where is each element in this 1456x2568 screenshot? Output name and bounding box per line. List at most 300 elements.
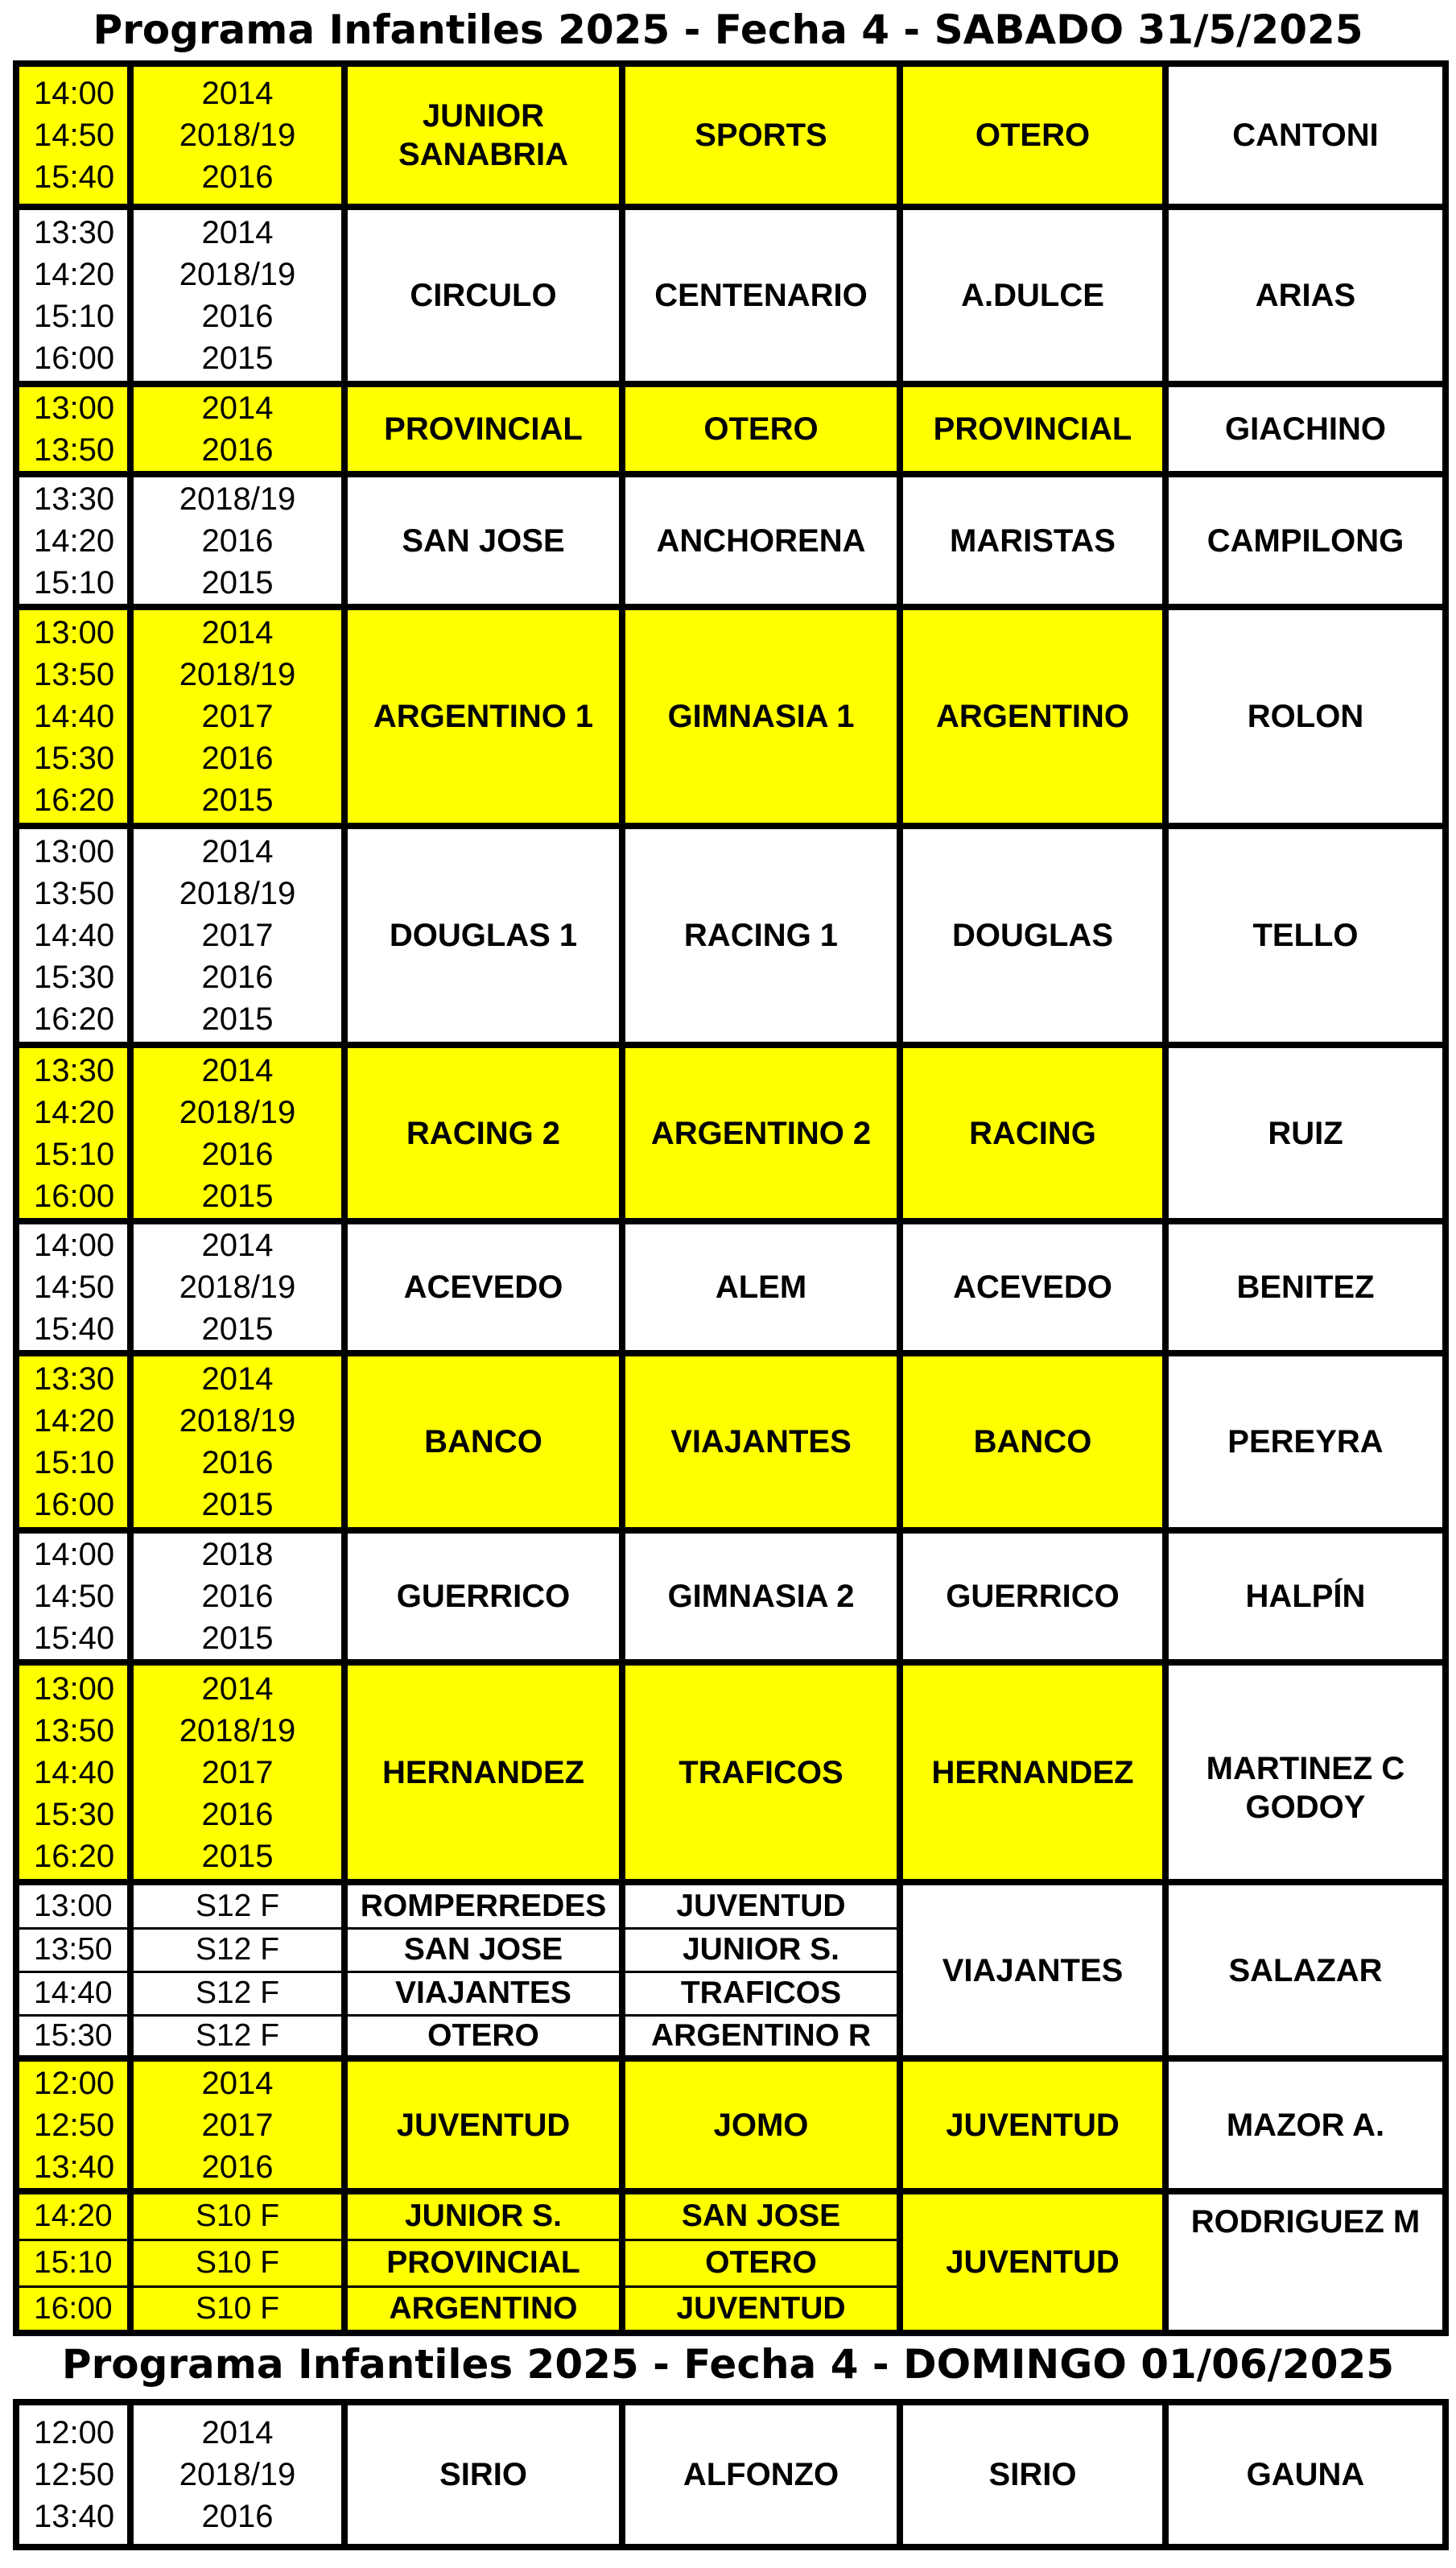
time-cell — [16, 1045, 130, 1221]
venue-cell — [900, 2402, 1165, 2547]
home-team-cell — [344, 2058, 622, 2191]
match-time: 14:50 — [34, 1270, 115, 1305]
match-time: 16:00 — [34, 1178, 115, 1214]
referee: ARIAS — [1255, 278, 1356, 313]
match-category: 2018/19 — [179, 1712, 296, 1748]
match-category: 2015 — [201, 1838, 274, 1874]
match-time: 14:20 — [34, 1094, 115, 1130]
time-cell — [16, 2058, 130, 2191]
time-list — [19, 612, 127, 821]
time-cell — [16, 2240, 130, 2286]
referee-cell — [1165, 1353, 1446, 1530]
away-team-cell — [622, 64, 900, 207]
away-team-cell — [622, 1971, 900, 2015]
time-cell — [16, 1662, 130, 1882]
table-row — [16, 826, 1446, 1045]
match-category: S12 F — [195, 1976, 280, 2010]
away-team: ANCHORENA — [656, 522, 866, 559]
away-team-cell — [622, 1882, 900, 1928]
match-category: 2016 — [201, 299, 274, 334]
away-team: CENTENARIO — [654, 278, 868, 313]
match-category: 2014 — [201, 1052, 274, 1088]
venue: OTERO — [975, 118, 1091, 153]
match-time: 16:00 — [34, 1487, 115, 1522]
home-team: ACEVEDO — [403, 1270, 563, 1305]
time-list — [19, 831, 127, 1040]
venue-cell — [900, 384, 1165, 474]
category-list — [134, 72, 341, 198]
match-time: 15:30 — [34, 960, 115, 995]
match-time: 13:00 — [34, 1888, 113, 1923]
table-row — [16, 607, 1446, 826]
venue-cell — [900, 1662, 1165, 1882]
match-time: 14:20 — [34, 522, 115, 559]
match-category: 2015 — [201, 1487, 274, 1522]
match-category: 2014 — [201, 76, 274, 111]
away-team-cell — [622, 2015, 900, 2058]
match-category: 2016 — [201, 2149, 274, 2185]
away-team: SAN JOSE — [681, 2198, 841, 2234]
match-category: 2016 — [201, 1579, 274, 1614]
away-team-cell — [622, 826, 900, 1045]
match-time: 16:20 — [34, 1838, 115, 1874]
referee: BENITEZ — [1236, 1270, 1375, 1305]
match-time: 13:30 — [34, 215, 115, 250]
away-team: TRAFICOS — [679, 1754, 843, 1790]
match-category: 2016 — [201, 159, 274, 195]
match-time: 15:10 — [34, 1445, 115, 1480]
away-team-cell — [622, 2191, 900, 2240]
away-team-cell — [622, 607, 900, 826]
away-team: ARGENTINO 2 — [650, 1115, 872, 1151]
match-category: 2015 — [201, 1178, 274, 1214]
home-team-cell — [344, 474, 622, 607]
away-team-cell — [622, 2286, 900, 2333]
match-time: 15:10 — [34, 564, 115, 601]
away-team: SPORTS — [695, 118, 827, 153]
match-category: 2016 — [201, 432, 274, 468]
venue-cell — [900, 207, 1165, 384]
home-team: BANCO — [424, 1424, 542, 1459]
match-time: 16:00 — [34, 2290, 113, 2326]
match-category: 2017 — [201, 918, 274, 953]
match-time: 15:10 — [34, 299, 115, 334]
category-list — [134, 478, 341, 604]
referee: RUIZ — [1268, 1115, 1343, 1151]
referee-cell — [1165, 607, 1446, 826]
schedule-table-sunday — [13, 2399, 1449, 2550]
home-team: ARGENTINO — [389, 2290, 578, 2326]
match-time: 13:50 — [34, 657, 115, 692]
match-category: 2014 — [201, 834, 274, 869]
venue: JUVENTUD — [946, 2244, 1120, 2280]
away-team: RACING 1 — [683, 918, 839, 953]
away-team-cell — [622, 384, 900, 474]
time-cell — [16, 2191, 130, 2240]
match-category: S10 F — [195, 2245, 280, 2280]
away-team-cell — [622, 1662, 900, 1882]
home-team-cell — [344, 1971, 622, 2015]
table-row — [16, 2402, 1446, 2547]
match-time: 14:20 — [34, 2198, 113, 2234]
category-cell — [130, 1662, 344, 1882]
time-cell — [16, 1353, 130, 1530]
category-cell — [130, 2240, 344, 2286]
referee-cell — [1165, 2402, 1446, 2547]
match-category: 2016 — [201, 960, 274, 995]
away-team: OTERO — [705, 2245, 817, 2280]
away-team-cell — [622, 474, 900, 607]
match-time: 12:50 — [34, 2457, 115, 2492]
match-category: 2018/19 — [179, 1094, 296, 1130]
match-category: 2018/19 — [179, 481, 296, 517]
match-time: 14:20 — [34, 257, 115, 292]
away-team: JUVENTUD — [676, 2290, 846, 2326]
match-category: 2017 — [201, 699, 274, 734]
away-team: VIAJANTES — [670, 1424, 852, 1459]
match-time: 13:50 — [34, 432, 115, 468]
referee-cell — [1165, 474, 1446, 607]
category-cell — [130, 384, 344, 474]
category-cell — [130, 1221, 344, 1353]
match-category: 2014 — [201, 390, 274, 426]
match-category: 2016 — [201, 1136, 274, 1172]
match-time: 13:50 — [34, 876, 115, 911]
referee: CANTONI — [1232, 118, 1379, 153]
referee: CAMPILONG — [1206, 522, 1404, 559]
venue-cell — [900, 1353, 1165, 1530]
home-team-cell — [344, 2015, 622, 2058]
match-category: 2016 — [201, 522, 274, 559]
home-team-cell — [344, 64, 622, 207]
match-time: 15:40 — [34, 159, 115, 195]
category-cell — [130, 2191, 344, 2240]
home-team-cell — [344, 826, 622, 1045]
category-cell — [130, 474, 344, 607]
category-list — [134, 387, 341, 471]
category-cell — [130, 2286, 344, 2333]
match-time: 14:20 — [34, 1403, 115, 1439]
time-list — [19, 1534, 127, 1659]
time-list — [19, 387, 127, 471]
match-time: 15:10 — [34, 1136, 115, 1172]
time-cell — [16, 607, 130, 826]
match-category: 2016 — [201, 741, 274, 776]
match-category: 2018/19 — [179, 657, 296, 692]
home-team-cell — [344, 2286, 622, 2333]
table-row — [16, 207, 1446, 384]
match-time: 16:00 — [34, 341, 115, 376]
category-cell — [130, 826, 344, 1045]
category-cell — [130, 1971, 344, 2015]
page-title-sunday: Programa Infantiles 2025 - Fecha 4 - DOMINGO 01/06/2025 — [61, 2341, 1395, 2388]
home-team: JUNIOR S. — [404, 2198, 563, 2234]
venue-cell — [900, 1045, 1165, 1221]
category-list — [134, 1668, 341, 1877]
home-team-cell — [344, 1928, 622, 1971]
match-category: 2014 — [201, 215, 274, 250]
time-cell — [16, 1928, 130, 1971]
home-team: CIRCULO — [410, 278, 557, 313]
category-cell — [130, 1045, 344, 1221]
match-time: 14:00 — [34, 76, 115, 111]
venue-cell — [900, 2191, 1165, 2333]
venue: ACEVEDO — [953, 1270, 1112, 1305]
venue: HERNANDEZ — [931, 1754, 1134, 1790]
home-team: SAN JOSE — [403, 1932, 563, 1967]
match-time: 14:40 — [34, 918, 115, 953]
match-category: 2015 — [201, 341, 274, 376]
home-team: OTERO — [427, 2017, 539, 2053]
away-team-cell — [622, 1221, 900, 1353]
home-team: PROVINCIAL — [386, 2245, 580, 2280]
time-list — [19, 72, 127, 198]
match-time: 13:00 — [34, 615, 115, 650]
venue: GUERRICO — [946, 1579, 1120, 1614]
match-time: 13:50 — [34, 1932, 113, 1967]
match-category: 2014 — [201, 2065, 274, 2101]
table-row — [16, 1353, 1446, 1530]
venue-cell — [900, 474, 1165, 607]
category-cell — [130, 2402, 344, 2547]
home-team: HERNANDEZ — [382, 1754, 585, 1790]
home-team-cell — [344, 607, 622, 826]
referee: ROLON — [1247, 699, 1364, 734]
referee-cell — [1165, 1045, 1446, 1221]
time-cell — [16, 474, 130, 607]
table-row — [16, 1662, 1446, 1882]
home-team-cell — [344, 2240, 622, 2286]
referee-cell — [1165, 2058, 1446, 2191]
away-team-cell — [622, 1928, 900, 1971]
match-time: 14:00 — [34, 1537, 115, 1572]
referee: GIACHINO — [1225, 411, 1386, 447]
referee: GAUNA — [1246, 2457, 1365, 2492]
match-category: 2016 — [201, 2499, 274, 2534]
category-cell — [130, 2058, 344, 2191]
referee-cell — [1165, 1530, 1446, 1662]
match-time: 13:00 — [34, 834, 115, 869]
referee: MARTINEZ C — [1206, 1750, 1405, 1786]
match-time: 13:00 — [34, 1670, 115, 1707]
time-list — [19, 1358, 127, 1526]
away-team: GIMNASIA 2 — [667, 1579, 855, 1614]
match-time: 13:00 — [34, 390, 115, 426]
match-category: 2015 — [201, 782, 274, 818]
match-category: S10 F — [195, 2198, 280, 2234]
home-team-cell — [344, 2191, 622, 2240]
away-team-cell — [622, 2402, 900, 2547]
time-cell — [16, 1882, 130, 1928]
category-cell — [130, 1882, 344, 1928]
match-category: 2014 — [201, 1670, 274, 1707]
venue-cell — [900, 1221, 1165, 1353]
home-team-cell — [344, 1221, 622, 1353]
match-category: 2015 — [201, 564, 274, 601]
home-team: ROMPERREDES — [360, 1888, 607, 1923]
venue-cell — [900, 2058, 1165, 2191]
table-row — [16, 1882, 1446, 1928]
time-list — [19, 478, 127, 604]
category-cell — [130, 1928, 344, 1971]
referee: MAZOR A. — [1226, 2107, 1385, 2143]
match-category: 2015 — [201, 1001, 274, 1037]
category-list — [134, 1358, 341, 1526]
venue: BANCO — [973, 1424, 1092, 1459]
referee-cell — [1165, 384, 1446, 474]
time-cell — [16, 1971, 130, 2015]
table-row — [16, 474, 1446, 607]
home-team-cell — [344, 207, 622, 384]
time-list — [19, 2412, 127, 2537]
table-row — [16, 1221, 1446, 1353]
match-category: 2018/19 — [179, 1270, 296, 1305]
category-cell — [130, 64, 344, 207]
match-category: 2018/19 — [179, 876, 296, 911]
match-time: 15:30 — [34, 741, 115, 776]
home-team-cell — [344, 2402, 622, 2547]
away-team: ALFONZO — [683, 2457, 839, 2492]
time-cell — [16, 64, 130, 207]
venue-cell — [900, 607, 1165, 826]
category-list — [134, 2412, 341, 2537]
venue: ARGENTINO — [936, 699, 1129, 734]
match-time: 15:30 — [34, 2017, 113, 2053]
away-team: GIMNASIA 1 — [667, 699, 855, 734]
match-category: S12 F — [195, 1888, 280, 1923]
away-team-cell — [622, 207, 900, 384]
category-list — [134, 2062, 341, 2188]
referee-cell — [1165, 1221, 1446, 1353]
time-list — [19, 212, 127, 379]
home-team: VIAJANTES — [395, 1976, 571, 2010]
match-category: 2014 — [201, 1228, 274, 1263]
match-time: 16:20 — [34, 1001, 115, 1037]
time-cell — [16, 826, 130, 1045]
home-team: GUERRICO — [396, 1579, 571, 1614]
time-list — [19, 2062, 127, 2188]
match-category: 2018/19 — [179, 2457, 296, 2492]
match-time: 14:40 — [34, 699, 115, 734]
category-cell — [130, 1353, 344, 1530]
category-list — [134, 1050, 341, 1217]
match-category: 2018/19 — [179, 257, 296, 292]
match-time: 14:40 — [34, 1976, 113, 2010]
referee-cell — [1165, 826, 1446, 1045]
match-time: 15:40 — [34, 1620, 115, 1656]
venue: DOUGLAS — [952, 918, 1113, 953]
match-time: 14:50 — [34, 118, 115, 153]
home-team-cell — [344, 1353, 622, 1530]
time-cell — [16, 2015, 130, 2058]
time-cell — [16, 207, 130, 384]
category-list — [134, 612, 341, 821]
home-team-cell — [344, 1530, 622, 1662]
match-category: 2018/19 — [179, 118, 296, 153]
home-team: ARGENTINO 1 — [373, 699, 594, 734]
category-list — [134, 831, 341, 1040]
match-time: 15:40 — [34, 1311, 115, 1347]
match-category: 2015 — [201, 1311, 274, 1347]
away-team-cell — [622, 2240, 900, 2286]
schedule-table-saturday — [13, 60, 1449, 2336]
table-row — [16, 384, 1446, 474]
venue: MARISTAS — [950, 522, 1116, 559]
table-row — [16, 1530, 1446, 1662]
match-category: 2018 — [201, 1537, 274, 1572]
away-team-cell — [622, 1045, 900, 1221]
home-team: SAN JOSE — [402, 522, 565, 559]
venue-cell — [900, 826, 1165, 1045]
venue-cell — [900, 1882, 1165, 2058]
venue: RACING — [969, 1115, 1096, 1151]
away-team: JUNIOR S. — [682, 1932, 840, 1967]
match-category: 2017 — [201, 2107, 274, 2143]
match-time: 13:40 — [34, 2499, 115, 2534]
match-category: S12 F — [195, 1932, 280, 1967]
home-team-cell — [344, 1662, 622, 1882]
away-team: ALEM — [715, 1270, 807, 1305]
match-time: 13:40 — [34, 2149, 115, 2185]
category-cell — [130, 607, 344, 826]
category-list — [134, 1534, 341, 1659]
referee-cell — [1165, 207, 1446, 384]
away-team-cell — [622, 1353, 900, 1530]
away-team-cell — [622, 1530, 900, 1662]
time-list — [19, 1224, 127, 1350]
match-time: 14:40 — [34, 1754, 115, 1790]
venue: VIAJANTES — [942, 1952, 1124, 1988]
home-team: SIRIO — [439, 2457, 527, 2492]
home-team: RACING 2 — [406, 1115, 561, 1151]
match-category: 2014 — [201, 615, 274, 650]
home-team-cell — [344, 1882, 622, 1928]
referee: RODRIGUEZ M — [1190, 2204, 1421, 2240]
category-cell — [130, 207, 344, 384]
away-team-cell — [622, 2058, 900, 2191]
venue-cell — [900, 1530, 1165, 1662]
table-row — [16, 64, 1446, 207]
time-cell — [16, 1530, 130, 1662]
match-time: 16:20 — [34, 782, 115, 818]
referee-cell — [1165, 1882, 1446, 2058]
venue: JUVENTUD — [946, 2107, 1120, 2143]
match-category: 2017 — [201, 1754, 274, 1790]
match-category: 2018/19 — [179, 1403, 296, 1439]
referee-list — [1169, 1714, 1442, 1831]
referee: SALAZAR — [1228, 1952, 1383, 1988]
home-team-cell — [344, 384, 622, 474]
time-list — [19, 1668, 127, 1877]
home-team: JUVENTUD — [396, 2107, 571, 2143]
match-category: 2016 — [201, 1445, 274, 1480]
home-team: DOUGLAS 1 — [389, 918, 578, 953]
home-team-cell — [344, 1045, 622, 1221]
referee: GODOY — [1245, 1789, 1366, 1825]
match-time: 15:10 — [34, 2245, 113, 2280]
venue: PROVINCIAL — [933, 411, 1132, 447]
referee: TELLO — [1252, 918, 1359, 953]
match-category: S10 F — [195, 2290, 280, 2326]
match-time: 15:30 — [34, 1796, 115, 1832]
match-time: 14:50 — [34, 1579, 115, 1614]
venue-cell — [900, 64, 1165, 207]
match-time: 13:50 — [34, 1712, 115, 1748]
away-team: TRAFICOS — [680, 1976, 842, 2010]
time-list — [19, 1050, 127, 1217]
match-time: 13:30 — [34, 1361, 115, 1397]
time-cell — [16, 2402, 130, 2547]
